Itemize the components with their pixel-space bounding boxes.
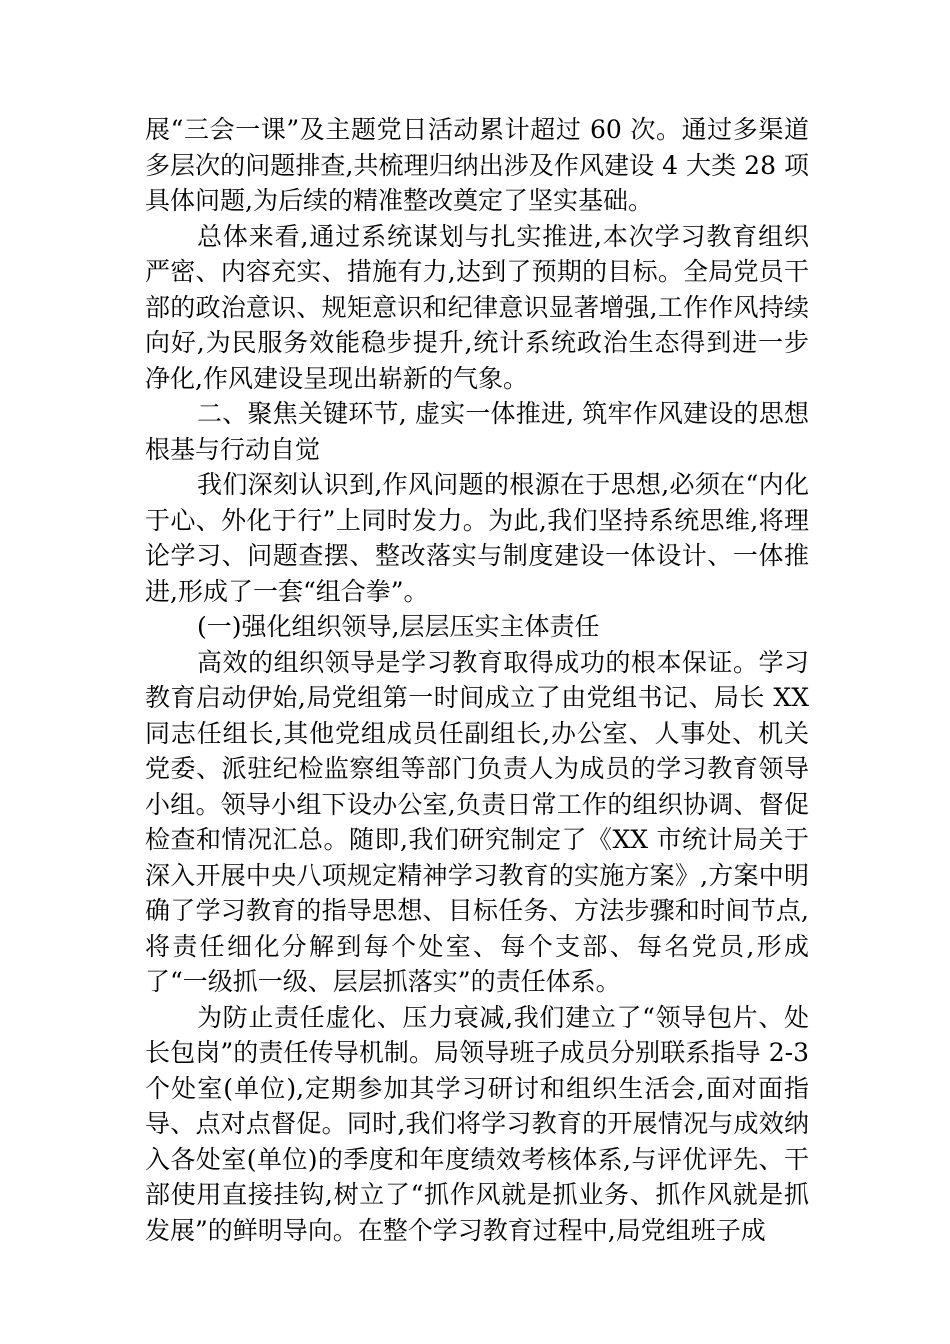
paragraph-continuation: 展“三会一课”及主题党日活动累计超过 60 次。通过多渠道多层次的问题排查,共梳理归纳出涉及作风建设 4 大类 28 项具体问题,为后续的精准整改奠定了坚实基础。 — [145, 115, 809, 215]
paragraph-responsibility: 为防止责任虚化、压力衰减,我们建立了“领导包片、处长包岗”的责任传导机制。局领导班子成员分别联系指导 2-3 个处室(单位),定期参加其学习研讨和组织生活会,面对面指导、点对点督促。同时,我们将学习教育的开展情况与成效纳入各处室(单位)的季度和年度绩效考核体系,与评优评先、干部使用直接挂钩,树立了“抓作风就是抓业务、抓作风就是抓发展”的鲜明导向。在整个学习教育过程中,局党组班子成 — [145, 1002, 809, 1245]
section-heading: 二、聚焦关键环节, 虚实一体推进, 筑牢作风建设的思想根基与行动自觉 — [145, 399, 809, 464]
paragraph-summary: 总体来看,通过系统谋划与扎实推进,本次学习教育组织严密、内容充实、措施有力,达到了预期的目标。全局党员干部的政治意识、规矩意识和纪律意识显著增强,工作作风持续向好,为民服务效能稳步提升,统计系统政治生态得到进一步净化,作风建设呈现出崭新的气象。 — [145, 221, 809, 393]
subsection-heading: (一)强化组织领导,层层压实主体责任 — [197, 612, 600, 641]
paragraph-organization: 高效的组织领导是学习教育取得成功的根本保证。学习教育启动伊始,局党组第一时间成立了由党组书记、局长 XX 同志任组长,其他党组成员任副组长,办公室、人事处、机关党委、派驻纪检监察组等部门负责人为成员的学习教育领导小组。领导小组下设办公室,负责日常工作的组织协调、督促检查和情况汇总。随即,我们研究制定了《XX 市统计局关于深入开展中央八项规定精神学习教育的实施方案》,方案中明确了学习教育的指导思想、目标任务、方法步骤和时间节点,将责任细化分解到每个处室、每个支部、每名党员,形成了“一级抓一级、层层抓落实”的责任体系。 — [145, 647, 809, 996]
document-body — [145, 112, 809, 1248]
paragraph-intro: 我们深刻认识到,作风问题的根源在于思想,必须在“内化于心、外化于行”上同时发力。为此,我们坚持系统思维,将理论学习、问题查摆、整改落实与制度建设一体设计、一体推进,形成了一套“组合拳”。 — [145, 470, 809, 606]
